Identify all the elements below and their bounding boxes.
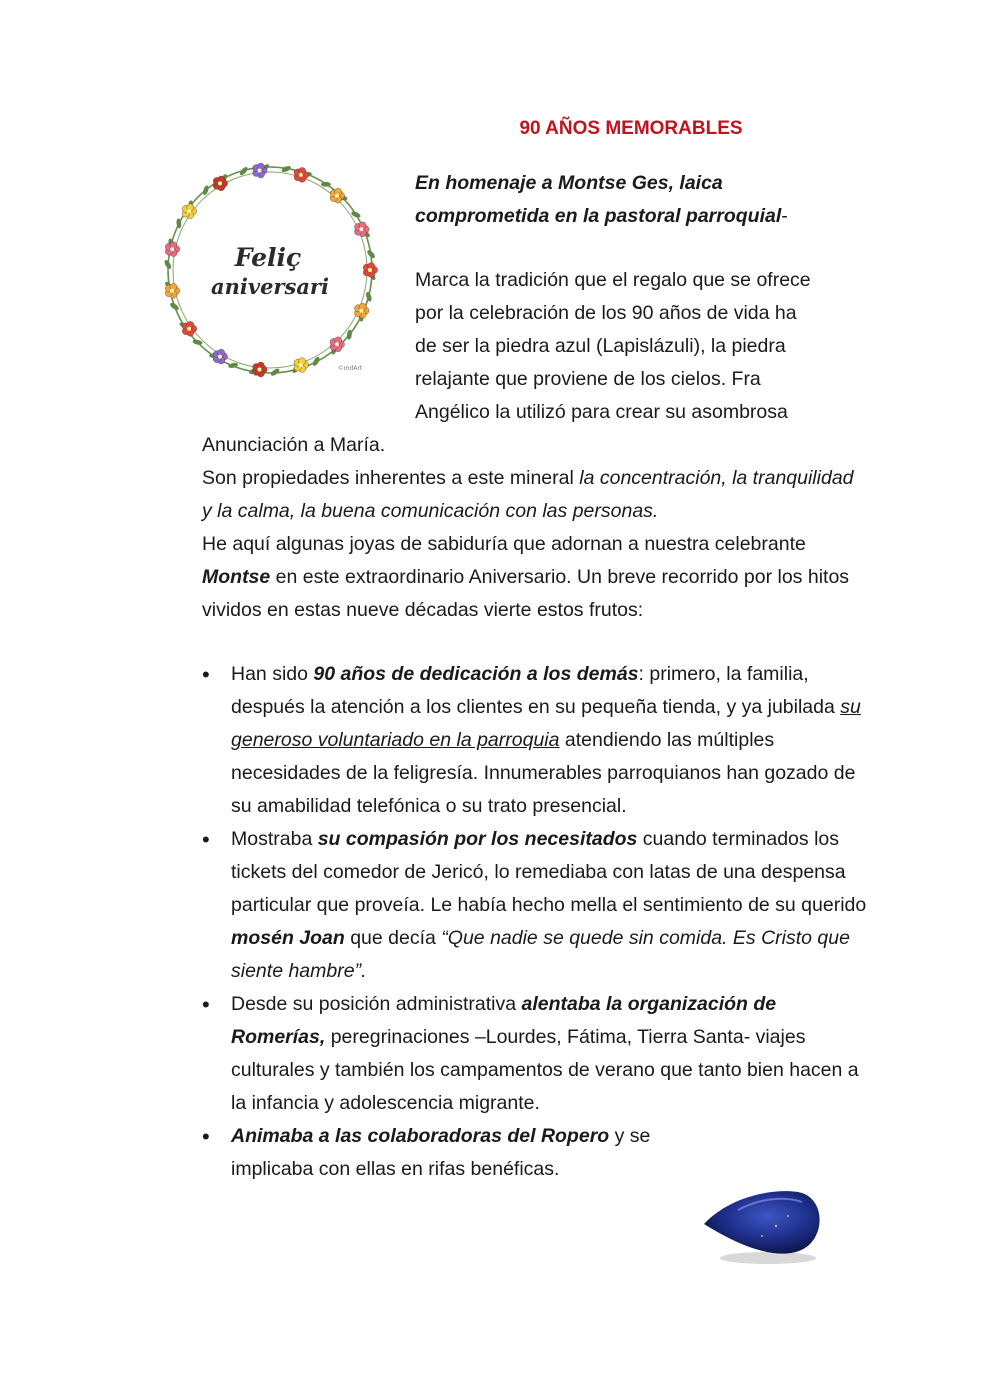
wreath-line2: aniversari: [211, 274, 329, 299]
milestones-list: [202, 658, 867, 1186]
joyas-text: He aquí algunas joyas de sabiduría que adornan a nuestra celebrante Montse en este extraordinario Aniversario. Un breve recorrido por los hitos vividos en estas nueve décadas vierte estos frutos:: [202, 533, 850, 621]
wreath-flower-center: [359, 227, 363, 231]
wreath-leaf: [321, 182, 331, 187]
lead-paragraph: [415, 264, 855, 429]
wreath-flower-center: [187, 327, 191, 331]
wreath-flower-center: [359, 309, 363, 313]
list-item: • Animaba a las colaboradoras del Ropero y se implicaba con ellas en rifas benéficas.: [202, 1120, 676, 1186]
wreath-flower-center: [299, 173, 303, 177]
feliz-aniversari-wreath-image: [150, 148, 390, 398]
list-item: • Han sido 90 años de dedicación a los demás: primero, la familia, después la atención a los clientes en su pequeña tienda, y ya jubilada su generoso voluntariado en la parroquia atendiendo las múltiples necesidades de la feligresía. Innumerables parroquianos han gozado de su amabilidad telefónica o su trato presencial.: [202, 658, 867, 823]
intro-dedication: [415, 167, 855, 233]
lead-line: relajante que proviene de los cielos. Fra: [415, 368, 761, 390]
properties-text: Son propiedades inherentes a este mineral la concentración, la tranquilidad y la calma, la buena comunicación con las personas.: [202, 467, 854, 522]
celebrant-name: Montse: [202, 566, 271, 588]
wreath-flower-center: [335, 342, 339, 346]
intro-dash: -: [781, 205, 788, 227]
wreath-flower-center: [170, 289, 174, 293]
wreath-credit: ©mdArt: [337, 365, 363, 372]
list-item: • Mostraba su compasión por los necesitados cuando terminados los tickets del comedor de Jericó, lo remediaba con latas de una despensa particular que proveía. Le había hecho mella el sentimiento de su querido mosén Joan que decía “Que nadie se quede sin comida. Es Cristo que siente hambre”.: [202, 823, 867, 988]
wreath-flower-center: [187, 209, 191, 213]
wreath-line1: Feliç: [234, 243, 302, 272]
wreath-flower-center: [258, 368, 262, 372]
wreath-leaf: [365, 291, 373, 302]
wreath-flower-center: [258, 169, 262, 173]
lead-line: por la celebración de los 90 años de vida ha: [415, 302, 797, 324]
wreath-flower-center: [299, 363, 303, 367]
list-item: • Desde su posición administrativa alentaba la organización de Romerías, peregrinaciones –Lourdes, Fátima, Tierra Santa- viajes culturales y también los campamentos de verano que tanto bien hacen a la infancia y adolescencia migrante.: [202, 988, 867, 1120]
body-line-anunciacion: Anunciación a María.: [202, 434, 386, 456]
body-paragraph: [202, 429, 862, 627]
gem-shadow: [720, 1252, 816, 1264]
wreath-flower-center: [218, 355, 222, 359]
wreath-flower-center: [335, 194, 339, 198]
page-title: 90 AÑOS MEMORABLES: [519, 118, 743, 139]
wreath-flower-center: [170, 247, 174, 251]
lead-line: Marca la tradición que el regalo que se ofrece: [415, 269, 811, 291]
lapis-lazuli-gem-image: [698, 1180, 826, 1268]
wreath-flower-center: [368, 268, 372, 272]
wreath-leaf: [281, 165, 292, 173]
lead-line: Angélico la utilizó para crear su asombrosa: [415, 401, 788, 423]
lead-line: de ser la piedra azul (Lapislázuli), la piedra: [415, 335, 786, 357]
intro-text: En homenaje a Montse Ges, laica comprometida en la pastoral parroquial: [415, 172, 782, 227]
wreath-flower-center: [218, 181, 222, 185]
properties-italic: la concentración, la tranquilidad y la calma, la buena comunicación con las personas.: [202, 467, 854, 522]
